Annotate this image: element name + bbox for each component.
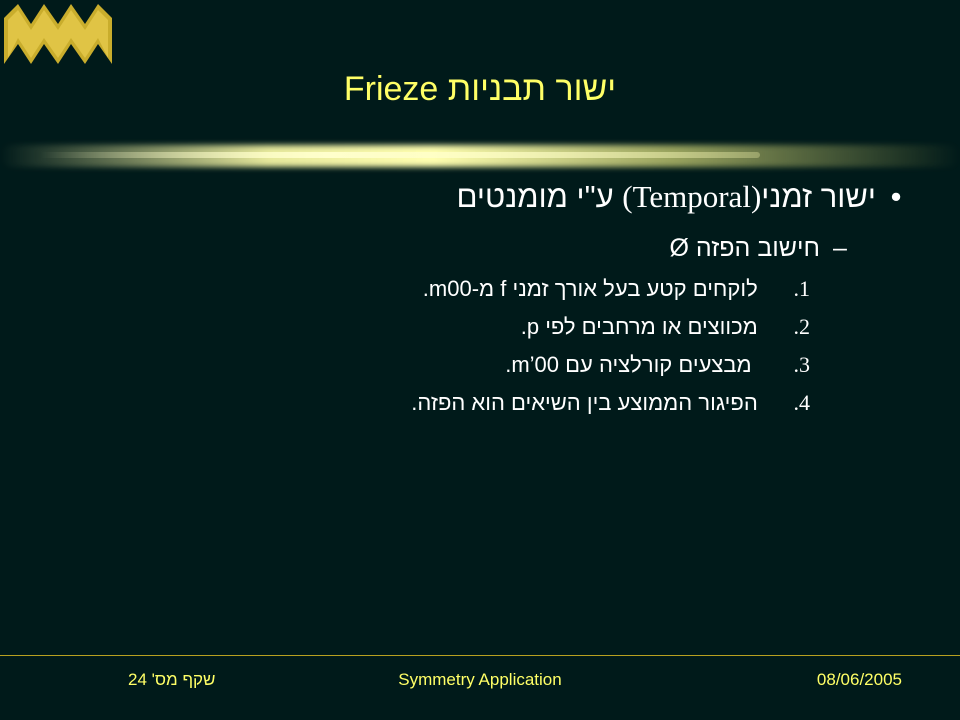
- bullet-temporal-alignment: [216, 174, 916, 220]
- sub-bullet-text: חישוב הפזה Ø: [669, 234, 820, 262]
- title-underline-core: [40, 152, 760, 158]
- footer-rule: [0, 655, 960, 656]
- bullet-text-part2: (Temporal): [622, 179, 762, 214]
- item-number: 3.: [793, 352, 810, 377]
- numbered-item-4: [210, 386, 810, 420]
- sub-bullet-phase: [260, 228, 860, 268]
- bullet-text-part3: ע"י מומנטים: [456, 179, 623, 214]
- numbered-item-2: [210, 310, 810, 344]
- item-number: 1.: [793, 276, 810, 301]
- footer-title: Symmetry Application: [398, 670, 562, 689]
- university-logo-icon: [4, 2, 112, 64]
- numbered-item-3: [210, 348, 810, 382]
- item-text: מכווצים או מרחבים לפי p.: [520, 314, 758, 339]
- bullet-marker: •: [890, 179, 902, 214]
- item-text: הפיגור הממוצע בין השיאים הוא הפזה.: [411, 390, 758, 415]
- footer-slide-number: שקף מס' 24: [128, 670, 216, 689]
- slide-title: ישור תבניות Frieze: [343, 70, 617, 108]
- item-text: מבצעים קורלציה עם m’00.: [505, 352, 758, 377]
- item-text: לוקחים קטע בעל אורך זמני f מ-m00.: [422, 276, 758, 301]
- item-number: 4.: [793, 390, 810, 415]
- item-number: 2.: [793, 314, 810, 339]
- footer-date: 08/06/2005: [816, 670, 902, 689]
- bullet-text-part1: ישור זמני: [761, 179, 876, 214]
- sub-bullet-marker: –: [833, 234, 847, 262]
- numbered-item-1: [210, 272, 810, 306]
